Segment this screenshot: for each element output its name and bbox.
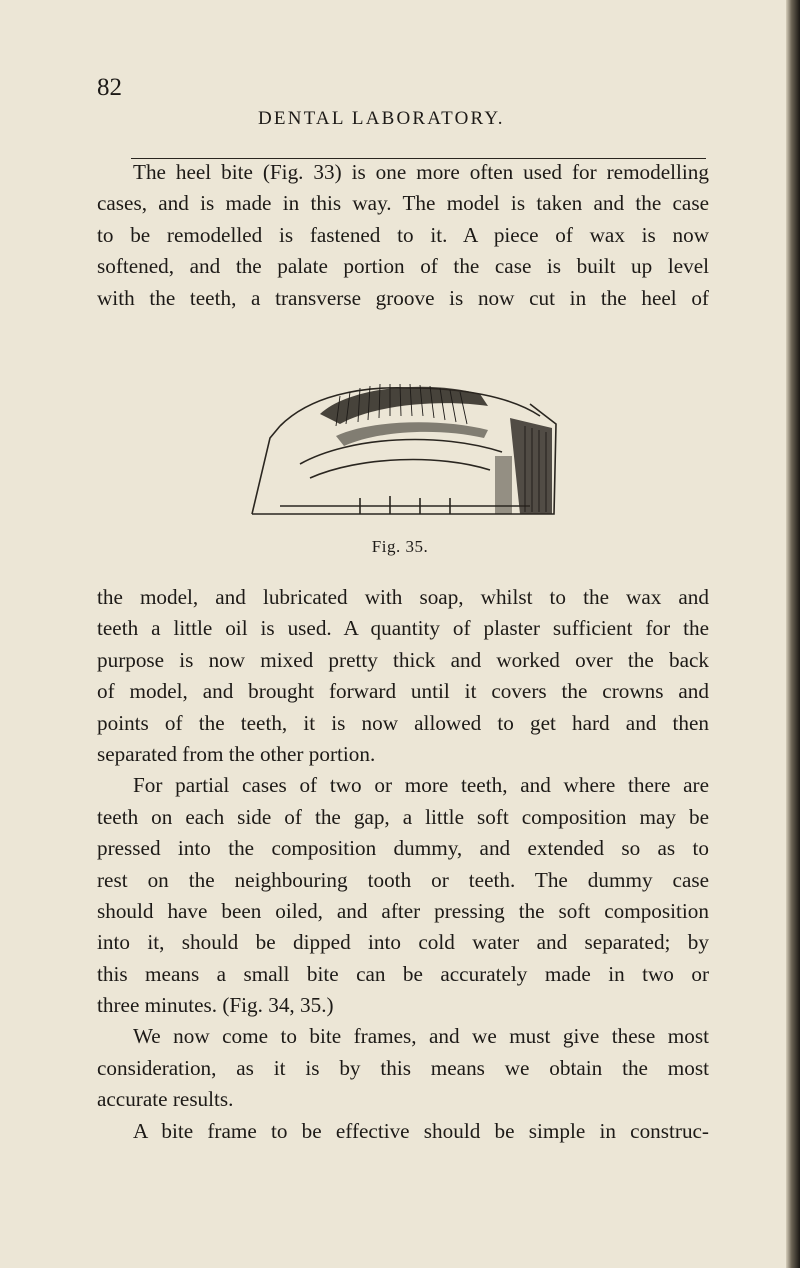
- text-line: teeth a little oil is used. A quantity of plaster sufficient for the: [97, 616, 709, 641]
- figure-caption: Fig. 35.: [371, 537, 429, 556]
- text-line: this means a small bite can be accurately made in two or: [97, 961, 709, 986]
- paragraph-heel-bite: [97, 157, 709, 314]
- text-line: with the teeth, a transverse groove is now cut in the heel of: [97, 285, 709, 310]
- text-line: teeth on each side of the gap, a little soft composition may be: [97, 804, 709, 829]
- text-line: separated from the other portion.: [97, 741, 376, 766]
- text-line: of model, and brought forward until it covers the crowns and: [97, 679, 709, 704]
- text-line: the model, and lubricated with soap, whilst to the wax and: [97, 585, 709, 609]
- running-head: DENTAL LABORATORY.: [258, 108, 505, 129]
- text-line: pressed into the composition dummy, and extended so as to: [97, 836, 709, 861]
- page-number: 82: [97, 74, 122, 101]
- text-line: three minutes. (Fig. 34, 35.): [97, 993, 334, 1018]
- text-line: consideration, as it is by this means we obtain the most: [97, 1055, 709, 1080]
- text-line: rest on the neighbouring tooth or teeth. The dummy case: [97, 867, 709, 892]
- text-line: For partial cases of two or more teeth, and where there are: [133, 773, 709, 798]
- text-line: The heel bite (Fig. 33) is one more often used for remodelling: [133, 160, 709, 184]
- text-line: We now come to bite frames, and we must give these most: [133, 1024, 709, 1049]
- text-line: to be remodelled is fastened to it. A piece of wax is now: [97, 222, 709, 247]
- text-line: should have been oiled, and after pressing the soft composition: [97, 898, 709, 923]
- text-line: A bite frame to be effective should be simple in construc-: [133, 1118, 709, 1143]
- text-line: points of the teeth, it is now allowed to get hard and then: [97, 710, 709, 735]
- text-line: accurate results.: [97, 1087, 234, 1112]
- page-edge-shadow: [786, 0, 800, 1268]
- text-line: into it, should be dipped into cold water and separated; by: [97, 930, 709, 955]
- figure-35-illustration: [240, 366, 560, 534]
- text-line: purpose is now mixed pretty thick and worked over the back: [97, 647, 709, 672]
- main-text-continued: [97, 582, 709, 1147]
- text-line: softened, and the palate portion of the case is built up level: [97, 254, 709, 279]
- text-line: cases, and is made in this way. The model is taken and the case: [97, 191, 709, 216]
